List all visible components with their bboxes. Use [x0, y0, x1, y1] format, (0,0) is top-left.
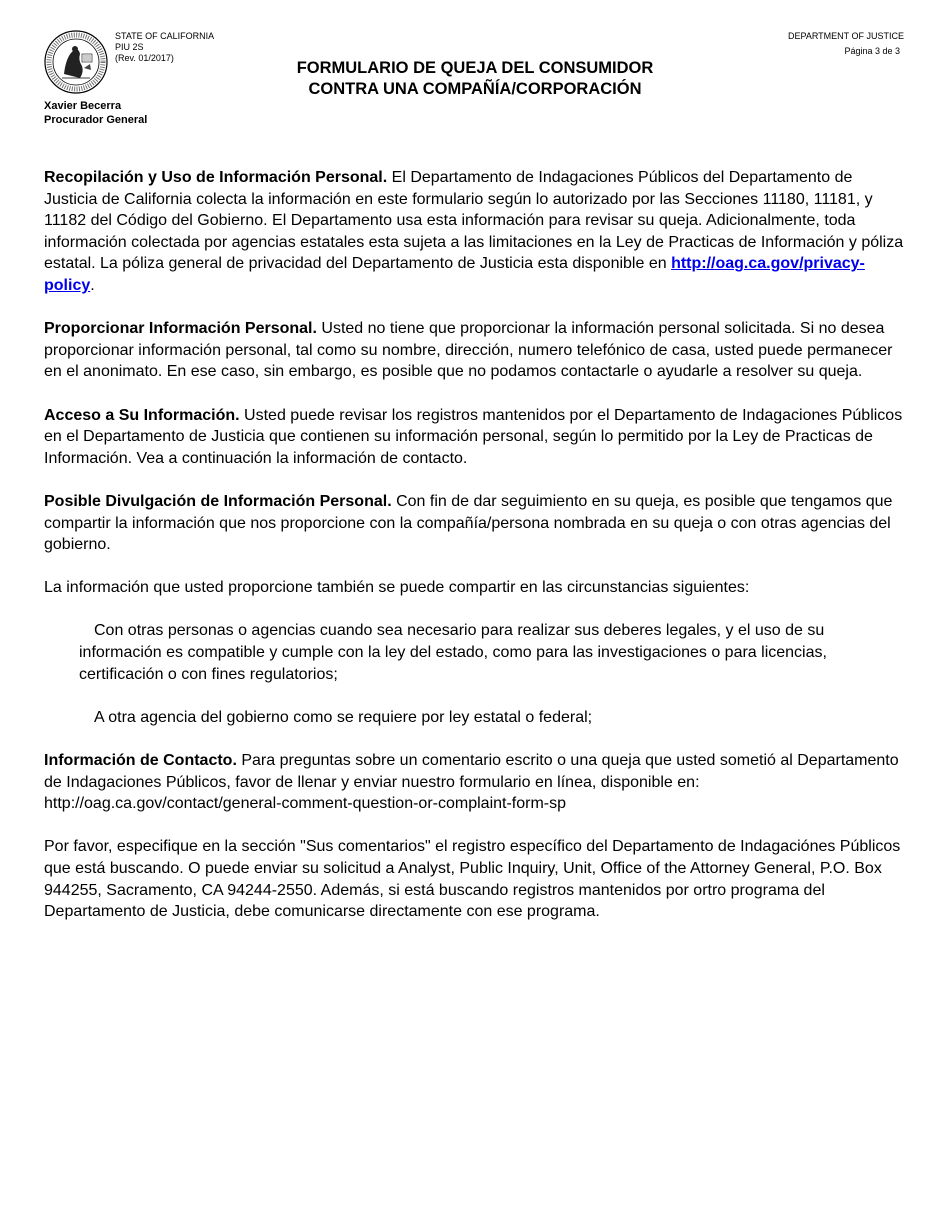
paragraph-access [44, 405, 910, 470]
official-title: Procurador General [44, 114, 148, 126]
page-title [0, 58, 950, 100]
official-signature-block [44, 99, 147, 127]
department-header [788, 31, 904, 57]
form-revision: (Rev. 01/2017) [115, 53, 174, 63]
heading-access: Acceso a Su Información. [44, 406, 240, 424]
text-contact: Para preguntas sobre un comentario escrito o una queja que usted sometió al Departamento de Indagaciones Públicos, favor de llenar y enviar nuestro formulario en línea, disponible en: http://oag.ca.gov/contact/general-comment-question-or-complaint-form-sp [44, 752, 899, 813]
text-disclosure: Con fin de dar seguimiento en su queja, es posible que tengamos que compartir la información que nos proporcione con la compañía/persona nombrada en su queja o con otras agencias del gobierno. [44, 492, 893, 554]
paragraph-circumstances-intro: La información que usted proporcione también se puede compartir en las circunstancias siguientes: [44, 579, 750, 597]
heading-contact: Información de Contacto. [44, 752, 237, 770]
text-providing: Usted no tiene que proporcionar la información personal solicitada. Si no desea proporcionar información personal, tal como su nombre, dirección, numero telefónico de casa, usted puede permanecer en el anonimato. En ese caso, sin embargo, es posible que no podamos contactarle o ayudarle a resolver su queja. [44, 320, 893, 381]
page-number: Página 3 de 3 [844, 46, 900, 56]
heading-disclosure: Posible Divulgación de Información Personal. [44, 492, 392, 510]
form-id: PIU 2S [115, 42, 144, 52]
paragraph-providing [44, 318, 910, 383]
official-name: Xavier Becerra [44, 100, 122, 112]
document-body [44, 167, 910, 944]
heading-collection: Recopilación y Uso de Información Personal. [44, 169, 388, 186]
state-label: STATE OF CALIFORNIA [115, 31, 215, 41]
title-line-2: CONTRA UNA COMPAÑÍA/CORPORACIÓN [308, 80, 642, 98]
heading-providing: Proporcionar Información Personal. [44, 320, 317, 338]
text-collection-end: . [90, 276, 95, 294]
paragraph-circumstance-2: A otra agencia del gobierno como se requiere por ley estatal o federal; [94, 708, 593, 726]
paragraph-contact [44, 750, 910, 815]
paragraph-circumstance-1: Con otras personas o agencias cuando sea necesario para realizar sus deberes legales, y el uso de su información es compatible y cumple con la ley del estado, como para las investigaciones o para licencias, certificación o con fines regulatorios; [79, 622, 827, 683]
text-collection: El Departamento de Indagaciones Públicos del Departamento de Justicia de California colecta la información en este formulario según lo autorizado por las Secciones 11180, 11181, y 11182 del Código del Gobierno. El Departamento usa esta información para revisar su queja. Adicionalmente, toda información colectada por agencias estatales esta sujeta a las limitaciones en la Ley de Practicas de Información y póliza estatal. La póliza general de privacidad del Departamento de Justicia esta disponible en [44, 169, 904, 273]
text-access: Usted puede revisar los registros mantenidos por el Departamento de Indagaciones Públicos en el Departamento de Justicia que contienen su información personal, según lo permitido por la Ley de Practicas de Información. Vea a continuación la información de contacto. [44, 406, 903, 467]
department-label: DEPARTMENT OF JUSTICE [787, 31, 904, 41]
paragraph-collection [44, 167, 910, 297]
paragraph-disclosure [44, 491, 910, 556]
privacy-policy-link[interactable]: http://oag.ca.gov/privacy-policy [44, 255, 865, 294]
title-line-1: FORMULARIO DE QUEJA DEL CONSUMIDOR [296, 59, 654, 77]
paragraph-specify: Por favor, especifique en la sección "Sus comentarios" el registro específico del Departamento de Indagaciónes Públicos que está buscando. O puede enviar su solicitud a Analyst, Public Inquiry, Unit, Office of the Attorney General, P.O. Box 944255, Sacramento, CA 94244-2550. Además, si está buscando registros mantenidos por ortro programa del Departamento de Justicia, debe comunicarse directamente con ese programa. [44, 838, 901, 921]
